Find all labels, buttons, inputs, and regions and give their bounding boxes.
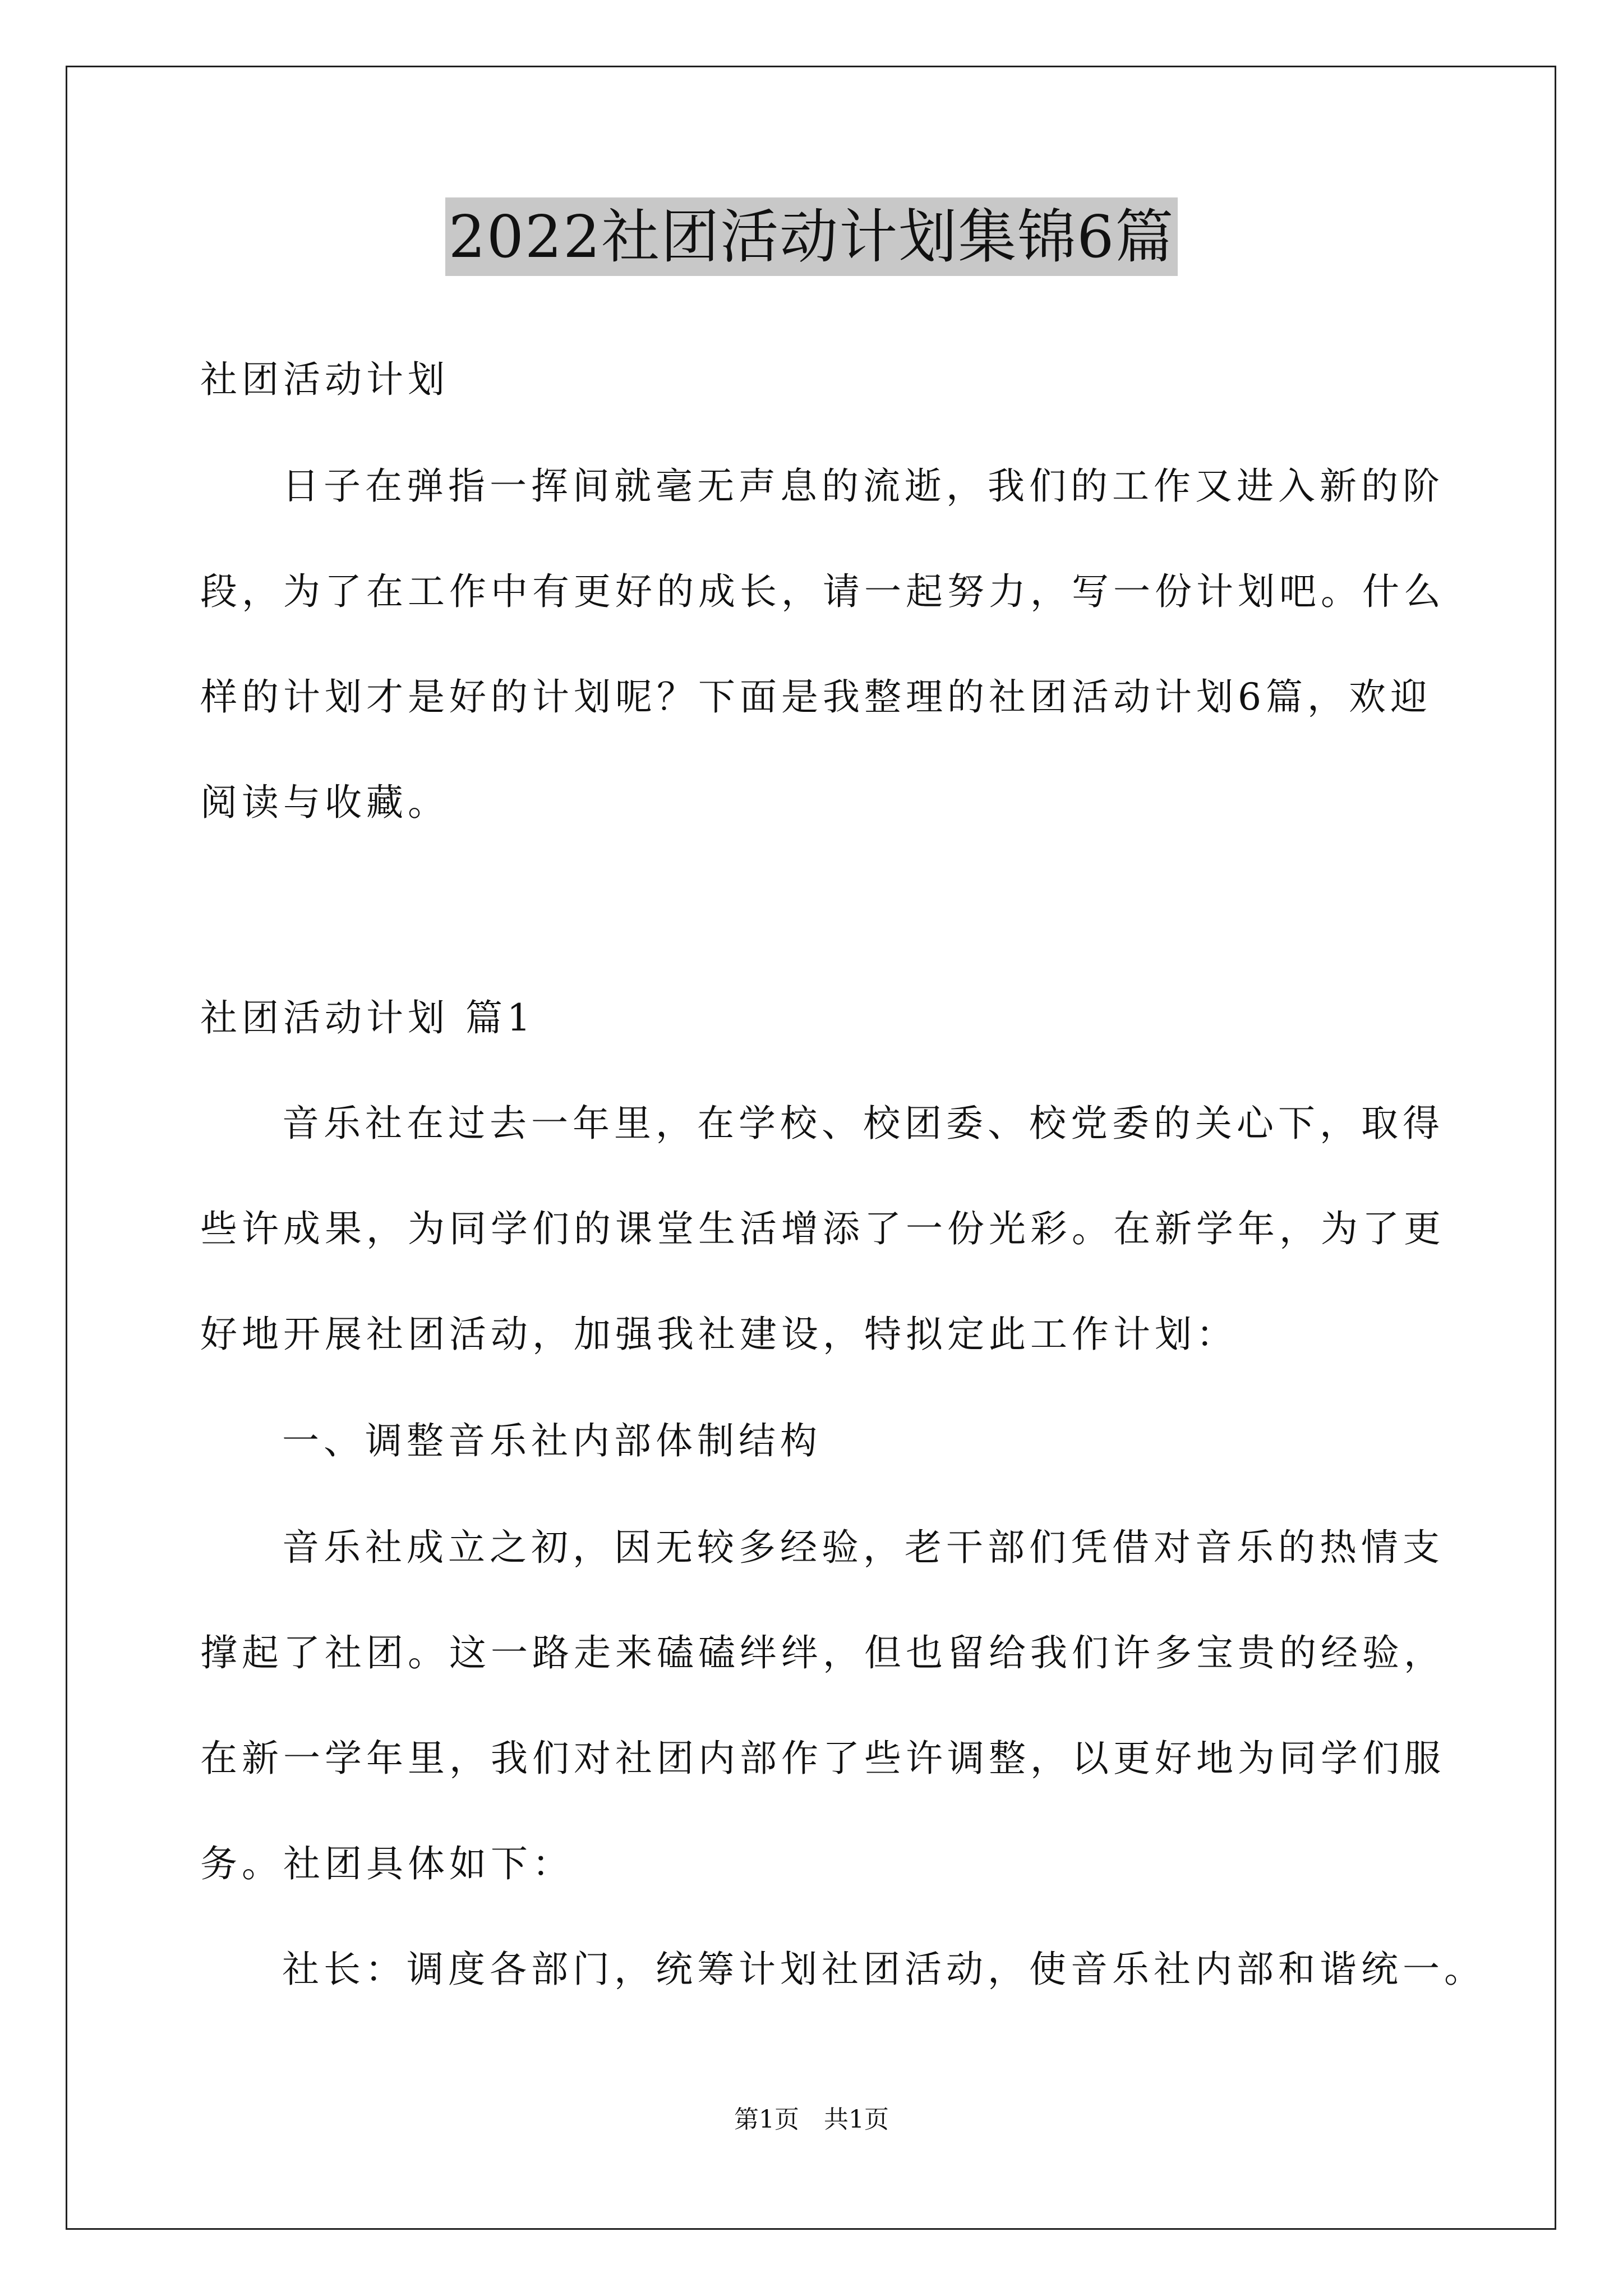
paragraph-line: 务。社团具体如下： xyxy=(200,1842,574,1885)
paragraph-line: 些许成果，为同学们的课堂生活增添了一份光彩。在新学年，为了更 xyxy=(200,1207,1445,1250)
section-heading: 社团活动计划 篇1 xyxy=(200,996,535,1039)
paragraph-line: 样的计划才是好的计划呢？下面是我整理的社团活动计划6篇，欢迎 xyxy=(200,675,1432,719)
paragraph-line: 音乐社在过去一年里，在学校、校团委、校党委的关心下，取得 xyxy=(282,1102,1444,1145)
paragraph-line: 好地开展社团活动，加强我社建设，特拟定此工作计划： xyxy=(200,1313,1238,1356)
paragraph-line: 日子在弹指一挥间就毫无声息的流逝，我们的工作又进入新的阶 xyxy=(282,464,1444,508)
page-footer: 第1页 共1页 xyxy=(734,2105,889,2134)
paragraph-line: 社长：调度各部门，统筹计划社团活动，使音乐社内部和谐统一。 xyxy=(282,1948,1486,1991)
paragraph-line: 撑起了社团。这一路走来磕磕绊绊，但也留给我们许多宝贵的经验， xyxy=(200,1631,1445,1674)
paragraph-line: 段，为了在工作中有更好的成长，请一起努力，写一份计划吧。什么 xyxy=(200,570,1445,613)
paragraph-line: 在新一学年里，我们对社团内部作了些许调整，以更好地为同学们服 xyxy=(200,1737,1445,1780)
subheading-line: 一、调整音乐社内部体制结构 xyxy=(282,1419,822,1462)
document-title: 2022社团活动计划集锦6篇 xyxy=(445,197,1178,276)
section-heading: 社团活动计划 xyxy=(200,358,449,401)
paragraph-line: 阅读与收藏。 xyxy=(200,781,449,824)
paragraph-line: 音乐社成立之初，因无较多经验，老干部们凭借对音乐的热情支 xyxy=(282,1526,1444,1569)
title-container xyxy=(0,197,1623,276)
